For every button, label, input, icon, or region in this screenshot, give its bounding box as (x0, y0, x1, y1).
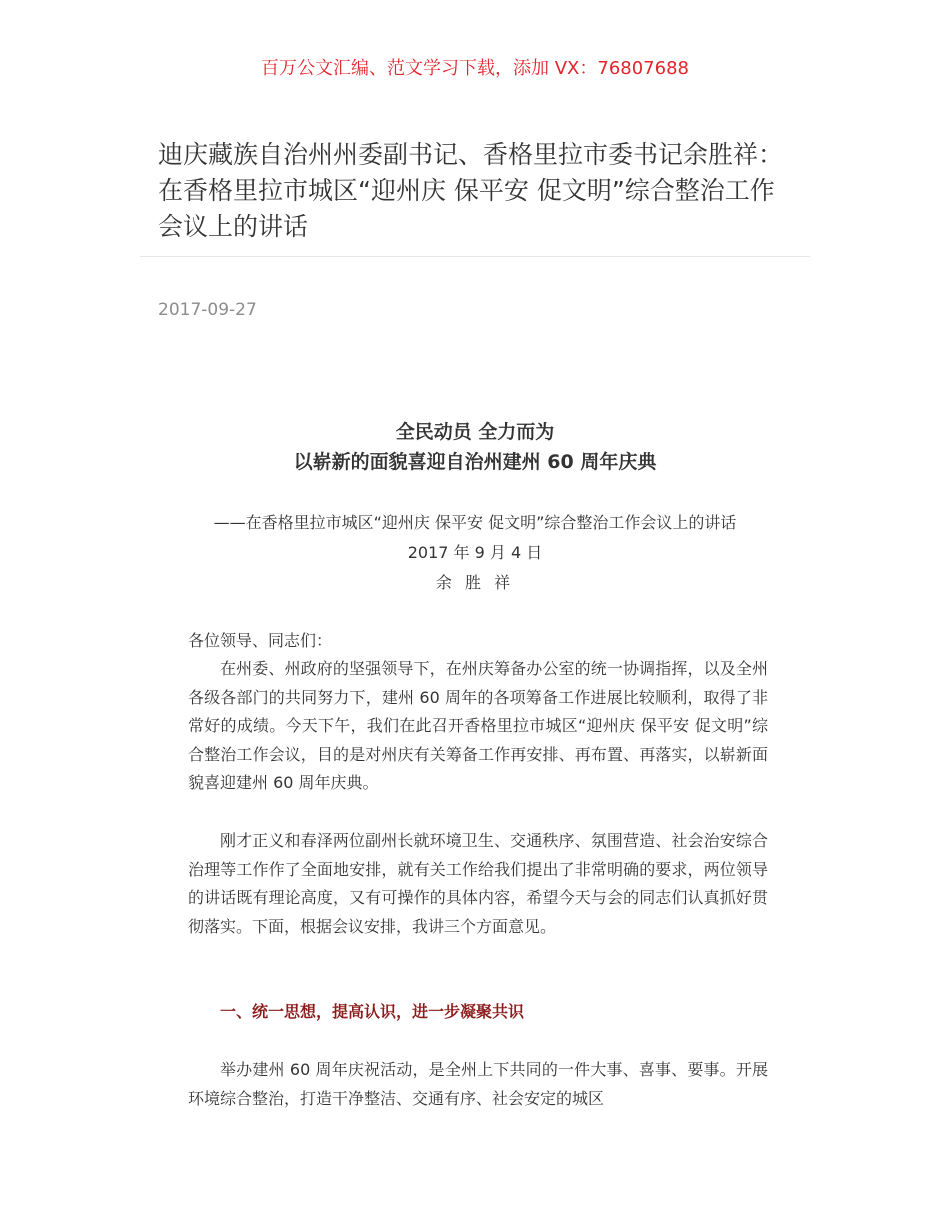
speech-heading-line1: 全民动员 全力而为 (395, 421, 555, 443)
paragraph-1: 在州委、州政府的坚强领导下，在州庆筹备办公室的统一协调指挥，以及全州各级各部门的共同努力下，建州 60 周年的各项筹备工作进展比较顺利，取得了非常好的成绩。今天下午，我们在此召开香格里拉市城区“迎州庆 保平安 促文明”综合整治工作会议，目的是对州庆有关筹备工作再安排、再布置、再落实，以崭新面貌喜迎建州 60 周年庆典。 (188, 659, 768, 792)
title-divider (140, 256, 810, 257)
speech-subtitle: ——在香格里拉市城区“迎州庆 保平安 促文明”综合整治工作会议上的讲话 (213, 513, 737, 532)
speech-date: 2017 年 9 月 4 日 (407, 543, 543, 562)
article-title: 迪庆藏族自治州州委副书记、香格里拉市委书记余胜祥：在香格里拉市城区“迎州庆 保平安 促文明”综合整治工作会议上的讲话 (158, 140, 784, 241)
paragraph-3: 举办建州 60 周年庆祝活动，是全州上下共同的一件大事、喜事、要事。开展环境综合整治，打造干净整洁、交通有序、社会安定的城区 (188, 1060, 768, 1108)
promo-banner: 百万公文汇编、范文学习下载，添加 VX：76807688 (261, 58, 689, 79)
section-1-heading: 一、统一思想，提高认识，进一步凝聚共识 (220, 1002, 525, 1021)
speech-heading-line2: 以崭新的面貌喜迎自治州建州 60 周年庆典 (293, 451, 657, 473)
paragraph-2: 刚才正义和春泽两位副州长就环境卫生、交通秩序、氛围营造、社会治安综合治理等工作作了全面地安排，就有关工作给我们提出了非常明确的要求，两位领导的讲话既有理论高度，又有可操作的具体内容，希望今天与会的同志们认真抓好贯彻落实。下面，根据会议安排，我讲三个方面意见。 (188, 831, 768, 936)
greeting: 各位领导、同志们： (188, 631, 333, 650)
publish-date: 2017-09-27 (158, 300, 257, 320)
speech-author: 余 胜 祥 (435, 573, 515, 592)
